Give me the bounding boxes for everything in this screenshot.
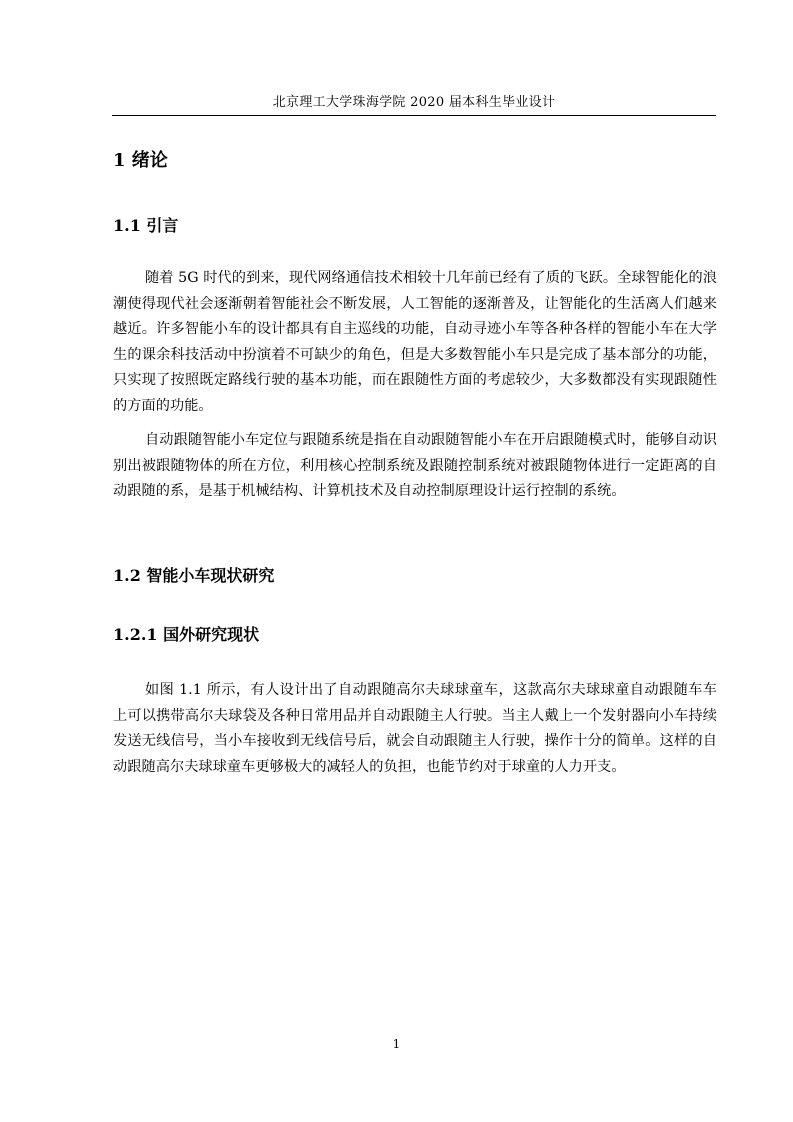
paragraph-introduction-2: 自动跟随智能小车定位与跟随系统是指在自动跟随智能小车在开启跟随模式时，能够自动识别出被跟随物体的所在方位，利用核心控制系统及跟随控制系统对被跟随物体进行一定距离的自动跟随的系，是基于机械结构、计算机技术及自动控制原理设计运行控制的系统。 bbox=[113, 432, 717, 499]
header-text: 北京理工大学珠海学院 2020 届本科生毕业设计 bbox=[272, 95, 556, 110]
page-header bbox=[112, 91, 716, 116]
chapter-title: 1 绪论 bbox=[113, 150, 168, 171]
paragraph-foreign-research-1: 如图 1.1 所示，有人设计出了自动跟随高尔夫球球童车，这款高尔夫球球童自动跟随车车上可以携带高尔夫球袋及各种日常用品并自动跟随主人行驶。当主人戴上一个发射器向小车持续发送无线信号，当小车接收到无线信号后，就会自动跟随主人行驶，操作十分的简单。这样的自动跟随高尔夫球球童车更够极大的减轻人的负担，也能节约对于球童的人力开支。 bbox=[113, 682, 717, 775]
paragraph-introduction-1: 随着 5G 时代的到来，现代网络通信技术相较十几年前已经有了质的飞跃。全球智能化的浪潮使得现代社会逐渐朝着智能社会不断发展，人工智能的逐渐普及，让智能化的生活离人们越来越近。许多智能小车的设计都具有自主巡线的功能，自动寻迹小车等各种各样的智能小车在大学生的课余科技活动中扮演着不可缺少的角色，但是大多数智能小车只是完成了基本部分的功能，只实现了按照既定路线行驶的基本功能，而在跟随性方面的考虑较少，大多数都没有实现跟随性的方面的功能。 bbox=[113, 270, 717, 414]
page-number: 1 bbox=[392, 1037, 401, 1051]
subsection-title-foreign-research: 1.2.1 国外研究现状 bbox=[113, 625, 260, 644]
section-title-status-research: 1.2 智能小车现状研究 bbox=[113, 566, 275, 585]
section-title-introduction: 1.1 引言 bbox=[113, 216, 179, 235]
